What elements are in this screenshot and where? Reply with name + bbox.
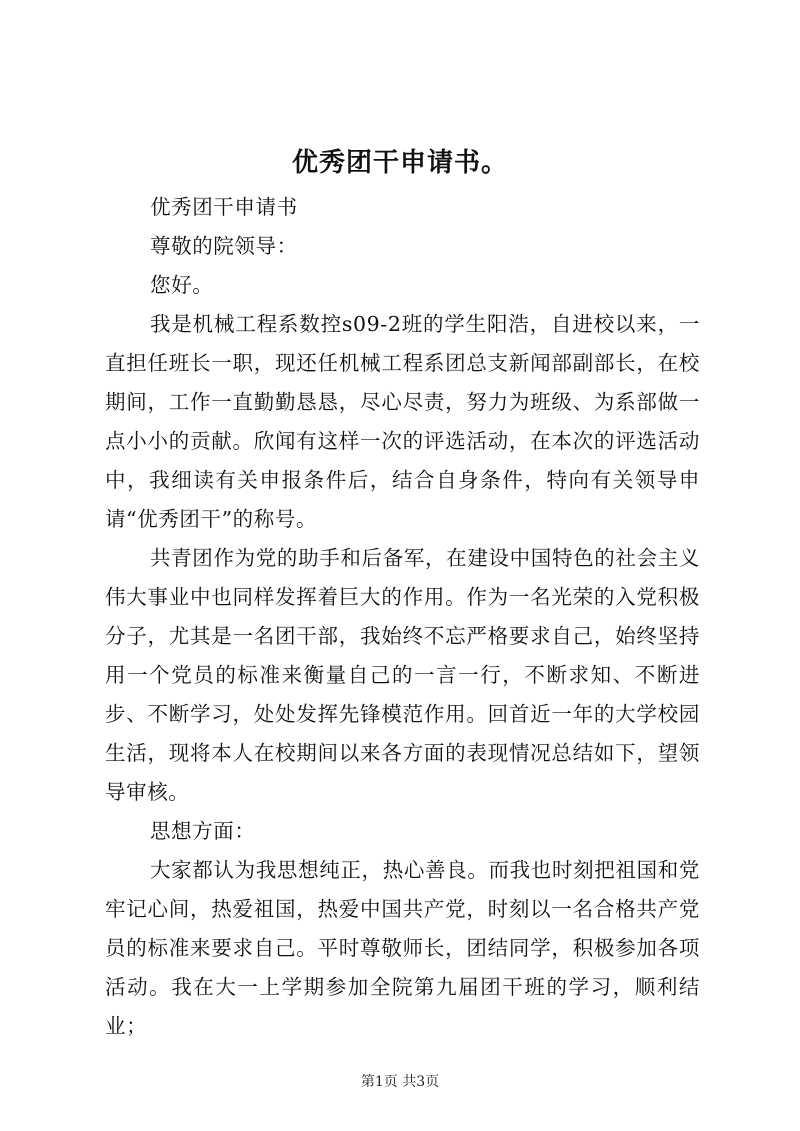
document-body	[105, 188, 700, 1046]
paragraph-league-role: 共青团作为党的助手和后备军，在建设中国特色的社会主义伟大事业中也同样发挥着巨大的作用。作为一名光荣的入党积极分子，尤其是一名团干部，我始终不忘严格要求自己，始终坚持用一个党员的标准来衡量自己的一言一行，不断求知、不断进步、不断学习，处处发挥先锋模范作用。回首近一年的大学校园生活，现将本人在校期间以来各方面的表现情况总结如下，望领导审核。	[105, 546, 700, 804]
paragraph-salutation: 尊敬的院领导：	[150, 234, 298, 258]
paragraph-introduction: 我是机械工程系数控s09-2班的学生阳浩，自进校以来，一直担任班长一职，现还任机械工程系团总支新闻部副部长，在校期间，工作一直勤勤恳恳，尽心尽责，努力为班级、为系部做一点小小的贡献。欣闻有这样一次的评选活动，在本次的评选活动中，我细读有关申报条件后，结合自身条件，特向有关领导申请“优秀团干”的称号。	[105, 312, 700, 531]
page-footer: 第1页 共3页	[360, 1074, 440, 1090]
paragraph-heading: 优秀团干申请书	[150, 195, 298, 219]
document-title: 优秀团干申请书。	[291, 148, 508, 178]
paragraph-thought-details: 大家都认为我思想纯正，热心善良。而我也时刻把祖国和党牢记心间，热爱祖国，热爱中国共产党，时刻以一名合格共产党员的标准来要求自己。平时尊敬师长，团结同学，积极参加各项活动。我在大一上学期参加全院第九届团干班的学习，顺利结业；	[105, 858, 700, 1038]
paragraph-greeting: 您好。	[150, 273, 214, 297]
paragraph-section-thought: 思想方面：	[150, 819, 256, 843]
